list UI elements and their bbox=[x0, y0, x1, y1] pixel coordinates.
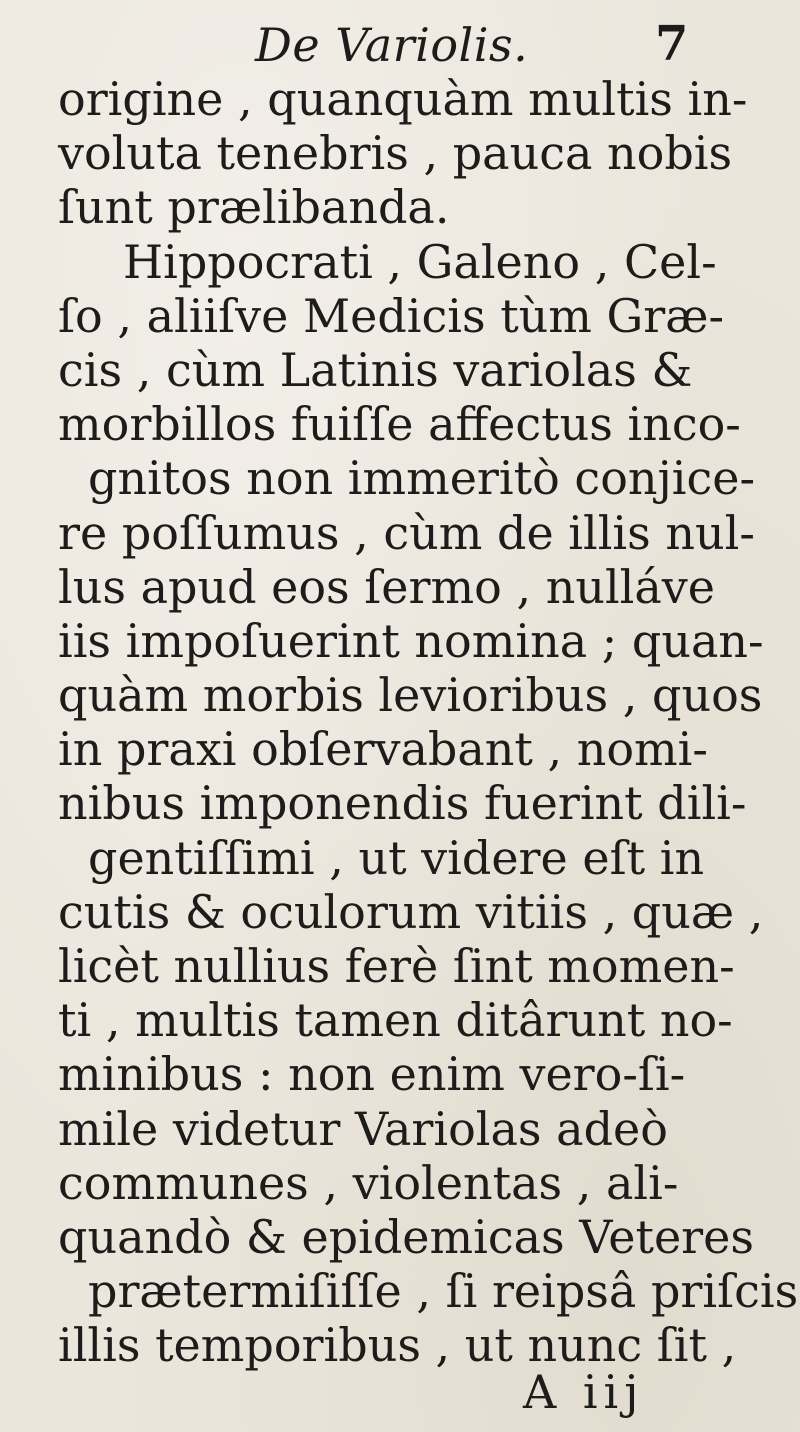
text-line: cutis & oculorum vitiis , quæ , bbox=[58, 884, 764, 939]
running-title: De Variolis. bbox=[255, 18, 529, 72]
text-line: illis temporibus , ut nunc ſit , bbox=[58, 1318, 737, 1373]
text-line: ti , multis tamen ditârunt no- bbox=[58, 993, 733, 1048]
text-line: prætermiſiſſe , ſi reipsâ priſcis bbox=[88, 1264, 799, 1319]
text-line: gentiſſimi , ut videre eſt in bbox=[88, 830, 705, 885]
text-line: lus apud eos ſermo , nulláve bbox=[58, 559, 716, 614]
page-header bbox=[0, 18, 800, 78]
text-line: voluta tenebris , pauca nobis bbox=[58, 126, 733, 181]
signature-mark: A iij bbox=[523, 1365, 645, 1419]
text-line: minibus : non enim vero-ſi- bbox=[58, 1047, 686, 1102]
text-line: quàm morbis levioribus , quos bbox=[58, 668, 763, 723]
text-line: licèt nullius ferè ſint momen- bbox=[58, 939, 735, 993]
page-number: 7 bbox=[655, 16, 689, 72]
text-line: in praxi obſervabant , nomi- bbox=[58, 722, 708, 777]
text-line: communes , violentas , ali- bbox=[58, 1155, 679, 1210]
text-line: quandò & epidemicas Veteres bbox=[58, 1209, 754, 1264]
body-text bbox=[58, 72, 799, 1373]
text-line: Hippocrati , Galeno , Cel- bbox=[123, 234, 717, 289]
text-line: cis , cùm Latinis variolas & bbox=[58, 342, 693, 397]
text-line: morbillos fuiſſe affectus inco- bbox=[58, 397, 741, 452]
text-line: mile videtur Variolas adeò bbox=[58, 1101, 668, 1156]
text-line: gnitos non immeritò conjice- bbox=[88, 451, 756, 506]
text-line: nibus imponendis fuerint dili- bbox=[58, 776, 747, 831]
text-line: ſo , aliiſve Medicis tùm Græ- bbox=[58, 288, 725, 343]
text-line: re poſſumus , cùm de illis nul- bbox=[58, 505, 755, 560]
text-line: ſunt prælibanda. bbox=[58, 180, 450, 235]
text-line: origine , quanquàm multis in- bbox=[58, 72, 748, 126]
text-line: iis impoſuerint nomina ; quan- bbox=[58, 613, 764, 668]
